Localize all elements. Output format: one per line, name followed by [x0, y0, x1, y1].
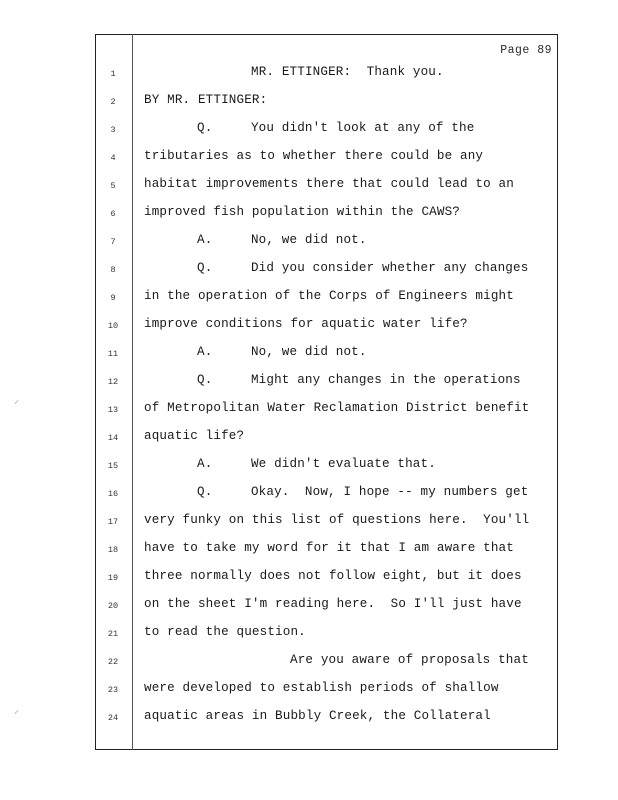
- line-text: habitat improvements there that could lead to an: [144, 177, 514, 191]
- line-text: Q. Might any changes in the operations: [197, 373, 521, 387]
- line-text: improve conditions for aquatic water life?: [144, 317, 468, 331]
- transcript-line: [0, 541, 618, 563]
- line-number: 16: [107, 489, 119, 499]
- line-number: 3: [110, 125, 116, 135]
- line-number: 12: [107, 377, 119, 387]
- transcript-line: [0, 149, 618, 171]
- line-number: 5: [110, 181, 116, 191]
- line-text: were developed to establish periods of shallow: [144, 681, 499, 695]
- line-number: 24: [107, 713, 119, 723]
- line-number: 13: [107, 405, 119, 415]
- transcript-line: [0, 373, 618, 395]
- line-number: 22: [107, 657, 119, 667]
- transcript-line: [0, 597, 618, 619]
- line-text: have to take my word for it that I am aware that: [144, 541, 514, 555]
- line-text: MR. ETTINGER: Thank you.: [251, 65, 444, 79]
- line-number: 10: [107, 321, 119, 331]
- line-number: 9: [110, 293, 116, 303]
- transcript-line: [0, 177, 618, 199]
- line-text: on the sheet I'm reading here. So I'll just have: [144, 597, 522, 611]
- line-number: 20: [107, 601, 119, 611]
- line-number: 23: [107, 685, 119, 695]
- line-text: A. We didn't evaluate that.: [197, 457, 436, 471]
- line-text: improved fish population within the CAWS?: [144, 205, 461, 219]
- line-number: 17: [107, 517, 119, 527]
- line-number: 8: [110, 265, 116, 275]
- transcript-line: [0, 93, 618, 115]
- line-number: 19: [107, 573, 119, 583]
- line-number: 15: [107, 461, 119, 471]
- line-number: 4: [110, 153, 116, 163]
- page-number: Page 89: [500, 44, 552, 57]
- transcript-line: [0, 457, 618, 479]
- line-text: Are you aware of proposals that: [290, 653, 529, 667]
- line-number: 6: [110, 209, 116, 219]
- line-text: in the operation of the Corps of Engineers might: [144, 289, 514, 303]
- line-text: aquatic areas in Bubbly Creek, the Collateral: [144, 709, 491, 723]
- line-text: of Metropolitan Water Reclamation District benefit: [144, 401, 530, 415]
- transcript-line: [0, 317, 618, 339]
- transcript-line: [0, 233, 618, 255]
- line-number: 7: [110, 237, 116, 247]
- line-text: A. No, we did not.: [197, 345, 367, 359]
- transcript-line: [0, 569, 618, 591]
- line-number: 1: [110, 69, 116, 79]
- transcript-line: [0, 261, 618, 283]
- line-number: 21: [107, 629, 119, 639]
- transcript-line: [0, 709, 618, 731]
- line-text: Q. Did you consider whether any changes: [197, 261, 529, 275]
- line-text: aquatic life?: [144, 429, 245, 443]
- line-text: tributaries as to whether there could be any: [144, 149, 484, 163]
- line-text: A. No, we did not.: [197, 233, 367, 247]
- line-text: BY MR. ETTINGER:: [144, 93, 268, 107]
- transcript-line: [0, 681, 618, 703]
- transcript-line: [0, 121, 618, 143]
- transcript-line: [0, 625, 618, 647]
- transcript-line: [0, 401, 618, 423]
- transcript-line: [0, 65, 618, 87]
- line-number: 11: [107, 349, 119, 359]
- line-number: 14: [107, 433, 119, 443]
- transcript-line: [0, 345, 618, 367]
- line-text: Q. Okay. Now, I hope -- my numbers get: [197, 485, 529, 499]
- line-text: to read the question.: [144, 625, 306, 639]
- transcript-line: [0, 513, 618, 535]
- scan-speck: ⸝: [14, 706, 19, 717]
- transcript-line: [0, 485, 618, 507]
- line-number: 2: [110, 97, 116, 107]
- transcript-line: [0, 205, 618, 227]
- line-text: three normally does not follow eight, but it does: [144, 569, 522, 583]
- transcript-line: [0, 653, 618, 675]
- line-number: 18: [107, 545, 119, 555]
- transcript-line: [0, 289, 618, 311]
- transcript-line: [0, 429, 618, 451]
- scan-speck: ⸝: [14, 396, 19, 407]
- line-text: Q. You didn't look at any of the: [197, 121, 475, 135]
- line-text: very funky on this list of questions here. You'll: [144, 513, 530, 527]
